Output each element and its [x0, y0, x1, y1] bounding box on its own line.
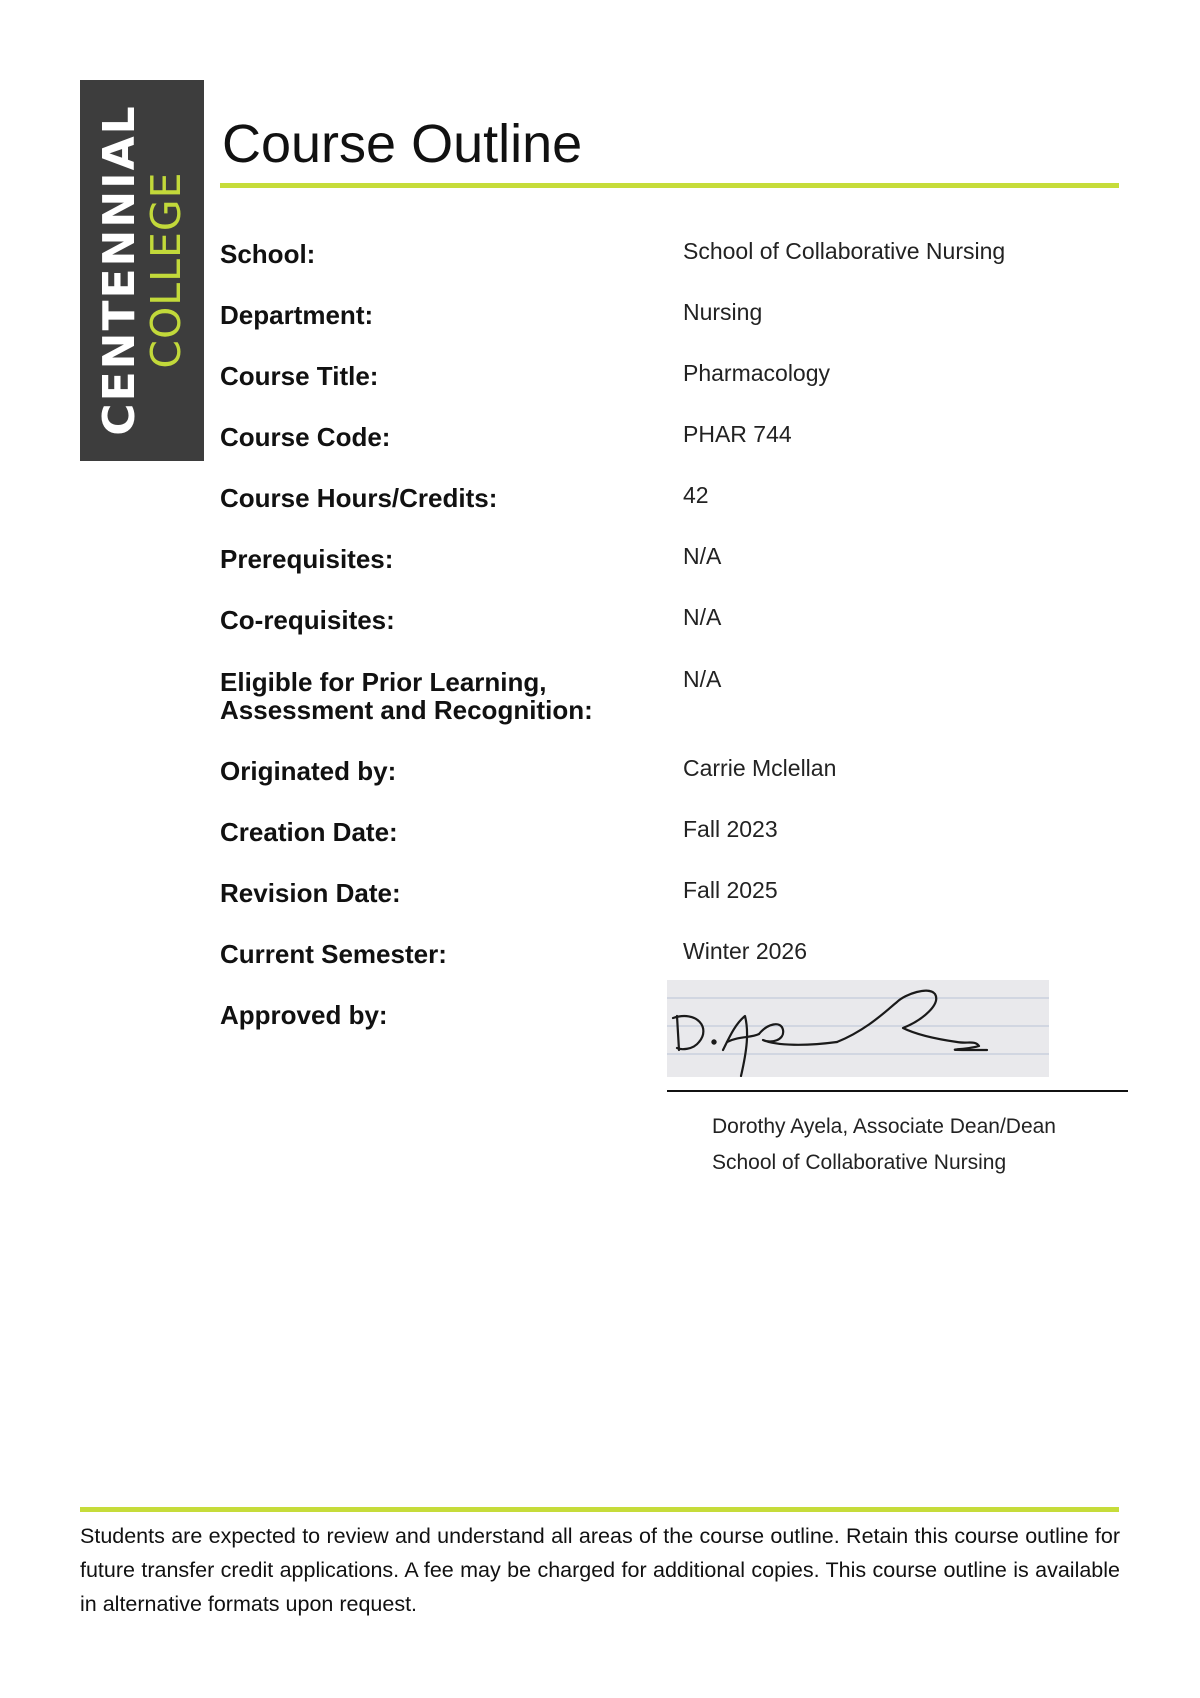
field-label-course-code: Course Code: — [220, 422, 391, 452]
field-label-originated-by: Originated by: — [220, 756, 397, 786]
field-value-department: Nursing — [683, 299, 763, 325]
field-label-current-semester: Current Semester: — [220, 939, 447, 969]
field-label-approved-by: Approved by: — [220, 1000, 388, 1030]
field-label-school: School: — [220, 239, 316, 269]
signature-line — [667, 1090, 1128, 1092]
field-value-course-code: PHAR 744 — [683, 421, 792, 447]
field-label-plar-line-1: Eligible for Prior Learning, — [220, 667, 547, 697]
field-value-course-hours: 42 — [683, 482, 709, 508]
logo-line-2: COLLEGE — [142, 171, 190, 369]
footer-divider — [80, 1507, 1119, 1512]
title-divider — [220, 183, 1119, 188]
page-title: Course Outline — [222, 114, 583, 174]
field-label-creation-date: Creation Date: — [220, 817, 398, 847]
field-value-creation-date: Fall 2023 — [683, 816, 778, 842]
field-value-originated-by: Carrie Mclellan — [683, 755, 837, 781]
approver-unit: School of Collaborative Nursing — [712, 1151, 1007, 1174]
college-logo — [80, 80, 204, 461]
footer-note: Students are expected to review and understand all areas of the course outline. Retain this course outline for future transfer credit applications. A fee may be charged for additional copies. This course outline is available in alternative formats upon request. — [80, 1524, 1120, 1616]
field-value-plar: N/A — [683, 666, 722, 692]
logo-wordmark — [80, 80, 204, 461]
signature-image — [667, 980, 1049, 1077]
field-value-prerequisites: N/A — [683, 543, 722, 569]
field-value-course-title: Pharmacology — [683, 360, 831, 386]
approver-name: Dorothy Ayela, Associate Dean/Dean — [712, 1115, 1056, 1138]
field-label-course-title: Course Title: — [220, 361, 379, 391]
field-value-corequisites: N/A — [683, 604, 722, 630]
field-label-revision-date: Revision Date: — [220, 878, 401, 908]
field-value-current-semester: Winter 2026 — [683, 938, 808, 964]
field-value-school: School of Collaborative Nursing — [683, 238, 1006, 264]
field-label-course-hours: Course Hours/Credits: — [220, 483, 498, 513]
field-value-revision-date: Fall 2025 — [683, 877, 778, 903]
field-label-prerequisites: Prerequisites: — [220, 544, 394, 574]
field-label-corequisites: Co-requisites: — [220, 605, 395, 635]
logo-line-1: CENTENNIAL — [94, 104, 145, 436]
field-label-plar-line-2: Assessment and Recognition: — [220, 695, 593, 725]
field-label-department: Department: — [220, 300, 374, 330]
